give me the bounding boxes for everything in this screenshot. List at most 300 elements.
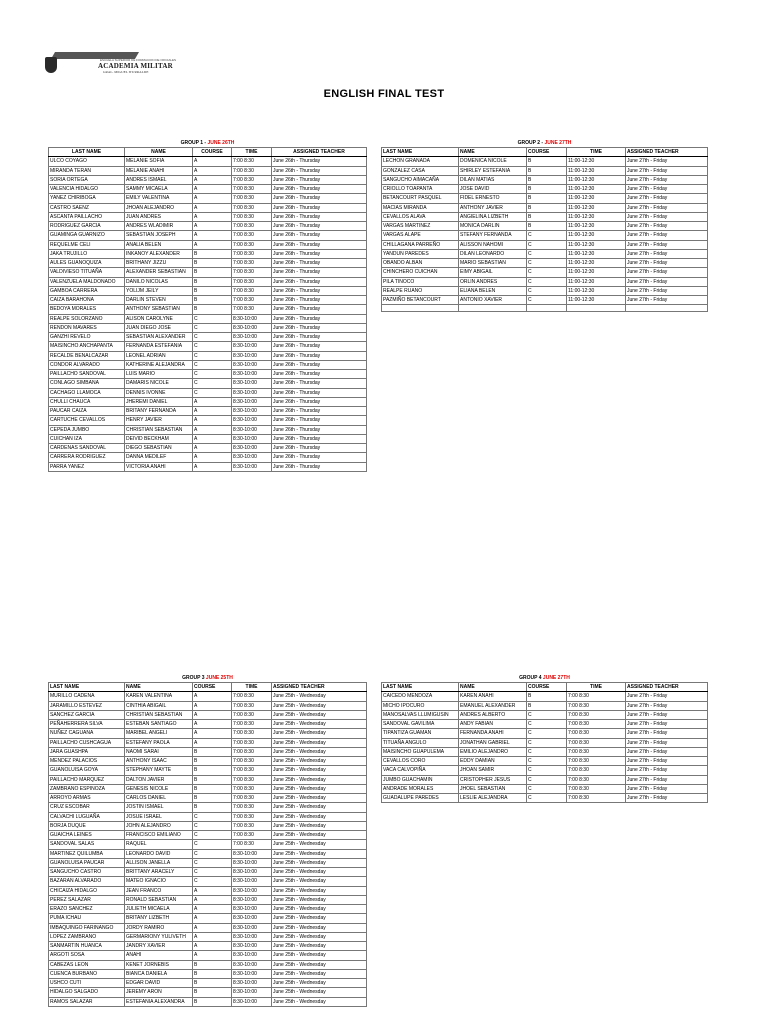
cell-assigned-teacher: June 25th - Wednesday [272,692,367,701]
table-row [49,166,367,175]
cell-course: C [193,333,232,342]
cell-assigned-teacher: June 25th - Wednesday [272,895,367,904]
cell-course: C [193,812,232,821]
cell-name: EMANUEL ALEXANDER [459,701,527,710]
cell-name: FERNANDA ANAHI [459,729,527,738]
cell-time: 11:00-12:30 [567,222,626,231]
cell-last-name: JAKA TRUJILLO [49,249,125,258]
cell-name: ALISSON NAHOMI [459,240,527,249]
cell-time: 7:00 8:30 [232,305,272,314]
cell-last-name: RENDON MAVARES [49,323,125,332]
cell-name: GENESIS NICOLE [125,784,193,793]
cell-course: C [527,249,567,258]
col-assigned-teacher: ASSIGNED TEACHER [626,148,708,157]
cell-last-name: BORJA DUQUE [49,821,125,830]
table-row [49,397,367,406]
table-row [49,979,367,988]
cell-time: 7:00 8:30 [232,831,272,840]
cell-time: 7:00 8:30 [232,286,272,295]
cell-last-name: PUMA ICHAU [49,914,125,923]
cell-time: 8:30-10:00 [232,351,272,360]
cell-assigned-teacher: June 25th - Wednesday [272,960,367,969]
cell-time: 7:00 8:30 [567,747,626,756]
cell-course: C [527,268,567,277]
cell-assigned-teacher: June 26th - Thursday [272,277,367,286]
cell-name: BRITTANY ARACELY [125,868,193,877]
cell-last-name: MICHO IPOCURO [382,701,459,710]
cell-name: MELANIE ANAHI [125,166,193,175]
group-1-caption [48,139,367,147]
table-row [382,231,708,240]
cell-time: 7:00 8:30 [232,175,272,184]
cell-assigned-teacher: June 25th - Wednesday [272,775,367,784]
cell-course: B [527,212,567,221]
table-row [382,710,708,719]
table-row [49,370,367,379]
cell-time: 7:00 8:30 [232,738,272,747]
cell-course: A [193,895,232,904]
cell-name: ORLIN ANDRES [459,277,527,286]
cell-assigned-teacher: June 26th - Thursday [272,212,367,221]
cell-name: BIANCA DANIELA [125,969,193,978]
cell-last-name: PAILLACHO CUSHCAGUA [49,738,125,747]
cell-course: B [527,203,567,212]
table-row [49,185,367,194]
cell-assigned-teacher: June 25th - Wednesday [272,877,367,886]
cell-last-name: CARDENAS SANDOVAL [49,444,125,453]
cell-course: A [193,212,232,221]
cell-time: 7:00 8:30 [567,757,626,766]
cell-name: DAMARIS NICOLE [125,379,193,388]
cell-time: 7:00 8:30 [232,185,272,194]
cell-name: JOSE DAVID [459,185,527,194]
cell-course: B [193,988,232,997]
cell-last-name: MANOSALVAS LLUMIGUSIN [382,710,459,719]
table-row [49,388,367,397]
cell-last-name: GAMBOA CARRERA [49,286,125,295]
cell-time: 7:00 8:30 [567,766,626,775]
cell-name: ANTHONY SEBASTIAN [125,305,193,314]
group-2-table [381,147,708,312]
cell-time: 7:00 8:30 [232,840,272,849]
cell-assigned-teacher: June 25th - Wednesday [272,812,367,821]
cell-time: 7:00 8:30 [232,692,272,701]
cell-name: KAREN VALENTINA [125,692,193,701]
group-4 [381,674,708,803]
cell-assigned-teacher: June 27th - Friday [626,286,708,295]
cell-assigned-teacher: June 25th - Wednesday [272,979,367,988]
table-row [49,747,367,756]
cell-last-name: CRIOLLO TOAPANTA [382,185,459,194]
cell-name: JUAN DIEGO JOSE [125,323,193,332]
table-row [49,849,367,858]
cell-name: KENET JORNEBIS [125,960,193,969]
table-header-row [49,148,367,157]
cell-assigned-teacher: June 27th - Friday [626,296,708,305]
cell-course: B [193,268,232,277]
group-4-caption [381,674,708,682]
table-row [49,840,367,849]
cell-time: 8:30-10:00 [232,425,272,434]
cell-time: 7:00 8:30 [232,766,272,775]
cell-last-name: CEPEDA JUMBO [49,425,125,434]
cell-assigned-teacher: June 26th - Thursday [272,286,367,295]
cell-assigned-teacher: June 26th - Thursday [272,360,367,369]
cell-time: 7:00 8:30 [232,203,272,212]
cell-last-name: IMBAQUINGO FARINANGO [49,923,125,932]
cell-name: MATEO IGNACIO [125,877,193,886]
empty-cell [382,305,459,312]
cell-last-name: SANMARTIN HUANCA [49,942,125,951]
cell-time: 11:00-12:30 [567,249,626,258]
cell-time: 8:30-10:00 [232,960,272,969]
cell-time: 8:30-10:00 [232,997,272,1006]
logo-academy: ACADEMIA MILITAR [98,62,173,70]
cell-course: C [193,858,232,867]
cell-last-name: GUAICHA LEINES [49,831,125,840]
cell-course: A [193,932,232,941]
cell-assigned-teacher: June 25th - Wednesday [272,821,367,830]
cell-course: A [193,914,232,923]
cell-last-name: NUÑEZ CAGUANA [49,729,125,738]
col-time: TIME [567,148,626,157]
cell-time: 7:00 8:30 [232,775,272,784]
cell-assigned-teacher: June 26th - Thursday [272,416,367,425]
cell-last-name: CHULLI CHAUCA [49,397,125,406]
col-course: COURSE [193,148,232,157]
logo-subtitle: GRAL. MIGUEL ITURRALDE [103,70,149,74]
cell-assigned-teacher: June 26th - Thursday [272,203,367,212]
table-row [382,729,708,738]
cell-time: 8:30-10:00 [232,923,272,932]
cell-course: A [193,453,232,462]
cell-time: 11:00-12:30 [567,240,626,249]
col-name: NAME [459,683,527,692]
cell-last-name: PAUCAR CAIZA [49,407,125,416]
cell-name: ANDY FABIAN [459,720,527,729]
table-row [382,194,708,203]
cell-time: 8:30-10:00 [232,388,272,397]
cell-assigned-teacher: June 27th - Friday [626,231,708,240]
cell-last-name: PARRA YANEZ [49,462,125,471]
table-row [49,701,367,710]
col-assigned-teacher: ASSIGNED TEACHER [626,683,708,692]
cell-course: C [527,784,567,793]
cell-last-name: CONDOR ALVARADO [49,360,125,369]
cell-last-name: SANCHEZ GARCIA [49,710,125,719]
cell-last-name: BETANCOURT PASQUEL [382,194,459,203]
cell-time: 7:00 8:30 [232,240,272,249]
table-row [382,277,708,286]
cell-name: JORDY RAMIRO [125,923,193,932]
cell-last-name: GONZALEZ CASA [382,166,459,175]
cell-course: A [193,434,232,443]
cell-time: 7:00 8:30 [232,803,272,812]
cell-assigned-teacher: June 25th - Wednesday [272,766,367,775]
cell-name: JEAN FRANCO [125,886,193,895]
table-row [382,286,708,295]
cell-name: ANTHONY ISAAC [125,757,193,766]
cell-assigned-teacher: June 25th - Wednesday [272,729,367,738]
cell-last-name: YANDUN PAREDES [382,249,459,258]
group-4-label: GROUP 4 [519,675,543,681]
cell-assigned-teacher: June 26th - Thursday [272,166,367,175]
table-row [382,692,708,701]
table-row [49,342,367,351]
cell-last-name: GUADALUPE PAREDES [382,794,459,803]
cell-name: CRISTOPHER JESUS [459,775,527,784]
cell-time: 7:00 8:30 [232,157,272,166]
cell-name: JHOAN SAMIR [459,766,527,775]
cell-course: A [193,710,232,719]
cell-assigned-teacher: June 27th - Friday [626,766,708,775]
table-row [49,231,367,240]
cell-course: C [527,259,567,268]
table-row [49,886,367,895]
cell-last-name: OBANDO ALBAN [382,259,459,268]
cell-last-name: CARRERA RODRIGUEZ [49,453,125,462]
cell-last-name: LOPEZ ZAMBRANO [49,932,125,941]
col-course: COURSE [527,148,567,157]
cell-assigned-teacher: June 26th - Thursday [272,342,367,351]
empty-cell [459,305,527,312]
cell-name: CINTHIA ABIGAIL [125,701,193,710]
cell-name: ESTEFANIA ALEXANDRA [125,997,193,1006]
cell-last-name: PAILLACHO MARQUEZ [49,775,125,784]
cell-course: C [527,766,567,775]
table-row [49,757,367,766]
table-row [49,951,367,960]
cell-course: B [193,286,232,295]
cell-name: JULIETH MICAELA [125,905,193,914]
cell-time: 8:30-10:00 [232,886,272,895]
cell-time: 8:30-10:00 [232,342,272,351]
table-row [49,812,367,821]
cell-last-name: CABEZAS LEON [49,960,125,969]
cell-course: A [193,729,232,738]
cell-course: B [527,701,567,710]
cell-assigned-teacher: June 27th - Friday [626,794,708,803]
cell-time: 11:00-12:30 [567,203,626,212]
cell-last-name: CUICHAN IZA [49,434,125,443]
cell-assigned-teacher: June 25th - Wednesday [272,858,367,867]
table-row [49,766,367,775]
cell-course: B [193,259,232,268]
cell-assigned-teacher: June 25th - Wednesday [272,951,367,960]
cell-last-name: CASTRO SAENZ [49,203,125,212]
cell-time: 11:00-12:30 [567,175,626,184]
cell-name: EDGAR DAVID [125,979,193,988]
cell-name: EMILY VALENTINA [125,194,193,203]
cell-assigned-teacher: June 25th - Wednesday [272,988,367,997]
cell-last-name: CHICAIZA HIDALGO [49,886,125,895]
cell-last-name: HIDALGO SALGADO [49,988,125,997]
cell-course: C [193,840,232,849]
cell-course: A [193,905,232,914]
cell-time: 7:00 8:30 [232,747,272,756]
cell-name: ALISON CAROLYNE [125,314,193,323]
table-row [49,296,367,305]
table-row [49,784,367,793]
cell-name: INKANOY ALEXANDER [125,249,193,258]
cell-course: C [193,351,232,360]
table-row [49,821,367,830]
cell-assigned-teacher: June 26th - Thursday [272,305,367,314]
col-time: TIME [232,683,272,692]
cell-assigned-teacher: June 27th - Friday [626,203,708,212]
group-4-table [381,682,708,803]
cell-name: DARLIN STEVEN [125,296,193,305]
table-row [49,323,367,332]
cell-name: JHEREMI DANIEL [125,397,193,406]
cell-assigned-teacher: June 25th - Wednesday [272,905,367,914]
cell-course: B [193,249,232,258]
group-3-caption [48,674,367,682]
cell-last-name: MENDEZ PALACIOS [49,757,125,766]
cell-course: C [527,286,567,295]
cell-time: 8:30-10:00 [232,868,272,877]
cell-name: CHRISTIAN SEBASTIAN [125,710,193,719]
table-row [382,794,708,803]
group-3 [48,674,367,1007]
cell-assigned-teacher: June 26th - Thursday [272,296,367,305]
cell-name: KAREN ANAHI [459,692,527,701]
table-row [382,757,708,766]
cell-time: 7:00 8:30 [232,259,272,268]
table-row [49,692,367,701]
cell-last-name: GUAMINGA GUARNIZO [49,231,125,240]
cell-last-name: YANEZ CHIRIBOGA [49,194,125,203]
cell-time: 11:00-12:30 [567,231,626,240]
cell-course: B [527,185,567,194]
table-header-row [382,683,708,692]
table-row [382,166,708,175]
cell-time: 8:30-10:00 [232,453,272,462]
cell-last-name: ANDRADE MORALES [382,784,459,793]
cell-course: A [193,425,232,434]
cell-assigned-teacher: June 25th - Wednesday [272,720,367,729]
cell-last-name: ZAMBRANO ESPINOZA [49,784,125,793]
cell-time: 8:30-10:00 [232,942,272,951]
cell-last-name: SORIA ORTEGA [49,175,125,184]
cell-name: JOHN ALEJANDRO [125,821,193,830]
cell-last-name: MAISINCHO ANCHAPANTA [49,342,125,351]
cell-last-name: ERAZO SANCHEZ [49,905,125,914]
cell-time: 8:30-10:00 [232,969,272,978]
cell-last-name: SANGUCHO AIMACAÑA [382,175,459,184]
cell-assigned-teacher: June 27th - Friday [626,185,708,194]
cell-course: B [527,157,567,166]
cell-time: 7:00 8:30 [232,296,272,305]
cell-assigned-teacher: June 26th - Thursday [272,314,367,323]
cell-assigned-teacher: June 25th - Wednesday [272,701,367,710]
cell-time: 7:00 8:30 [232,194,272,203]
cell-course: C [527,747,567,756]
cell-last-name: CEVALLOS ALAVA [382,212,459,221]
table-row [49,462,367,471]
group-3-label: GROUP 3 [182,675,206,681]
cell-course: A [193,175,232,184]
cell-name: DIEGO SEBASTIAN [125,444,193,453]
cell-name: ANDRES ALBERTO [459,710,527,719]
cell-course: C [527,720,567,729]
cell-course: C [193,370,232,379]
cell-assigned-teacher: June 25th - Wednesday [272,868,367,877]
cell-assigned-teacher: June 27th - Friday [626,720,708,729]
cell-course: B [193,794,232,803]
group-2-label: GROUP 2 - [517,140,545,146]
cell-course: C [193,314,232,323]
cell-time: 8:30-10:00 [232,462,272,471]
table-row [49,960,367,969]
cell-time: 7:00 8:30 [232,166,272,175]
cell-last-name: SANGUCHO CASTRO [49,868,125,877]
group-2-caption [381,139,708,147]
table-row [49,831,367,840]
table-row [49,203,367,212]
cell-last-name: VALENZUELA MALDONADO [49,277,125,286]
cell-last-name: CUENCA BURBANO [49,969,125,978]
cell-time: 8:30-10:00 [232,988,272,997]
cell-time: 7:00 8:30 [232,222,272,231]
table-row [382,203,708,212]
cell-course: B [193,979,232,988]
cell-name: FRANCISCO EMILIANO [125,831,193,840]
table-row [49,794,367,803]
cell-course: B [193,296,232,305]
cell-time: 8:30-10:00 [232,979,272,988]
cell-name: DEIVID BECKHAM [125,434,193,443]
cell-assigned-teacher: June 25th - Wednesday [272,849,367,858]
cell-course: A [193,720,232,729]
cell-course: B [193,747,232,756]
cell-assigned-teacher: June 26th - Thursday [272,268,367,277]
col-time: TIME [567,683,626,692]
cell-course: B [193,757,232,766]
cell-course: A [193,701,232,710]
cell-course: C [193,877,232,886]
cell-assigned-teacher: June 27th - Friday [626,259,708,268]
cell-name: FIDEL ERNESTO [459,194,527,203]
table-row [49,194,367,203]
table-row [382,259,708,268]
cell-assigned-teacher: June 27th - Friday [626,166,708,175]
cell-assigned-teacher: June 27th - Friday [626,212,708,221]
cell-course: C [193,379,232,388]
shield-icon [45,57,57,73]
table-row [382,175,708,184]
group-2-date: JUNE 27TH [544,140,572,146]
table-row [49,923,367,932]
cell-course: C [193,360,232,369]
cell-name: LUIS MARIO [125,370,193,379]
group-4-date: JUNE 27TH [542,675,570,681]
cell-last-name: REALPE RUANO [382,286,459,295]
cell-last-name: CONLAGO SIMBANA [49,379,125,388]
cell-name: SAMMY MICAELA [125,185,193,194]
cell-assigned-teacher: June 25th - Wednesday [272,840,367,849]
cell-time: 8:30-10:00 [232,932,272,941]
cell-time: 11:00-12:30 [567,194,626,203]
table-row [49,305,367,314]
cell-name: KATHERINE ALEJANDRA [125,360,193,369]
table-row [49,175,367,184]
cell-name: DANILO NICOLAS [125,277,193,286]
cell-time: 8:30-10:00 [232,895,272,904]
cell-time: 7:00 8:30 [232,812,272,821]
table-row [49,286,367,295]
cell-course: B [527,194,567,203]
